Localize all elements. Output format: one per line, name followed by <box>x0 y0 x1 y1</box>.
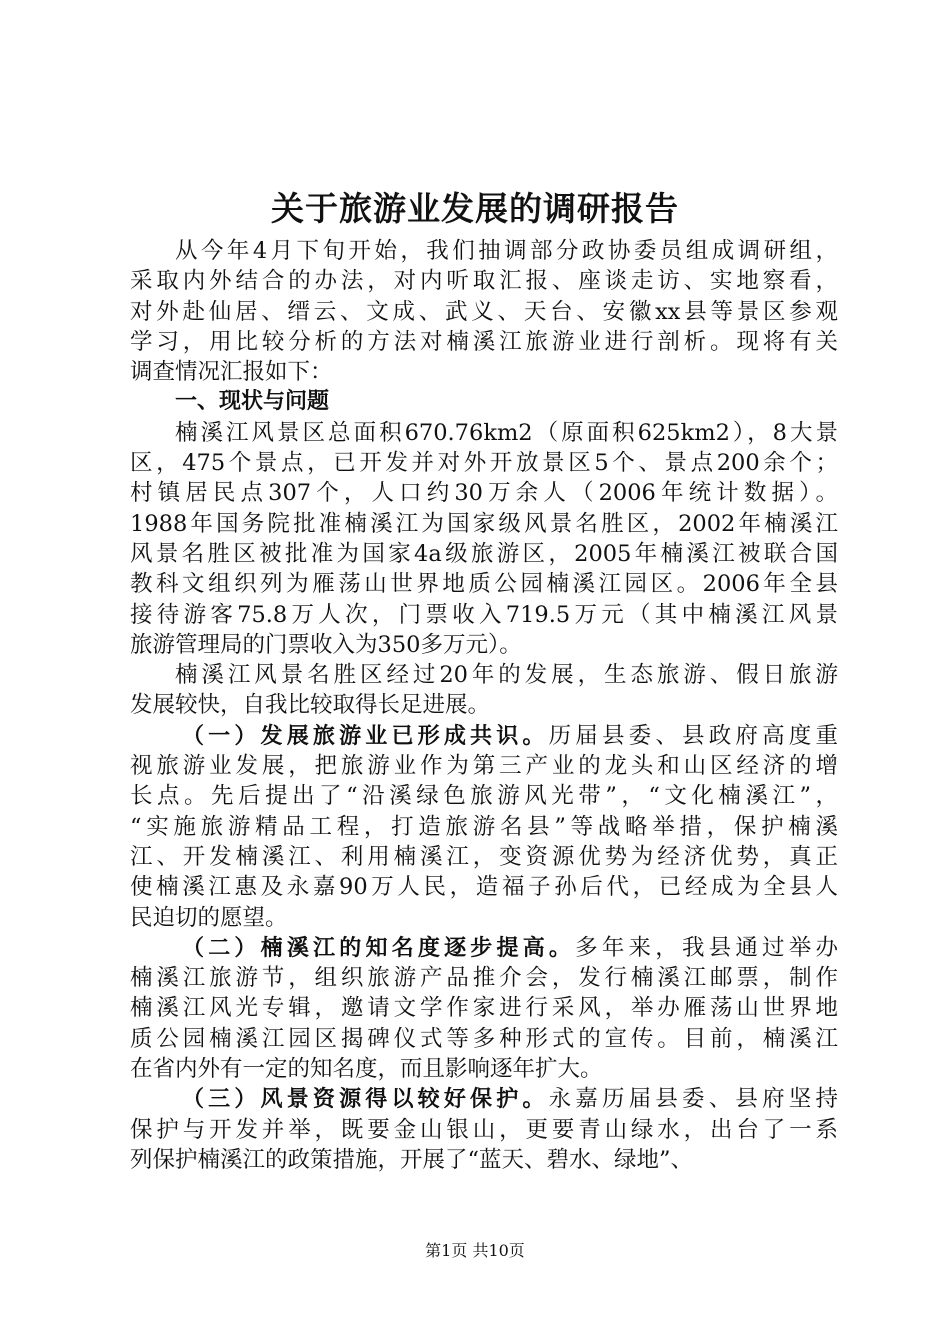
paragraph-line: 保护与开发并举，既要金山银山，更要青山绿水，出台了一系 <box>130 1116 838 1143</box>
paragraph-line: 1988年国务院批准楠溪江为国家级风景名胜区，2002年楠溪江 <box>130 510 838 537</box>
intro-line: 对外赴仙居、缙云、文成、武义、天台、安徽xx县等景区参观 <box>130 298 838 325</box>
paragraph-line: 列保护楠溪江的政策措施，开展了“蓝天、碧水、绿地”、 <box>130 1146 694 1173</box>
subsection-text: 多年来，我县通过举办 <box>575 934 838 961</box>
paragraph-line: 发展较快，自我比较取得长足进展。 <box>130 692 491 719</box>
paragraph-line: 区，475个景点，已开发并对外开放景区5个、景点200余个； <box>130 450 838 477</box>
document-title: 关于旅游业发展的调研报告 <box>271 189 679 228</box>
paragraph-line: 楠溪江风景名胜区经过20年的发展，生态旅游、假日旅游 <box>175 662 838 689</box>
paragraph-line: 旅游管理局的门票收入为350多万元）。 <box>130 631 522 658</box>
intro-line: 调查情况汇报如下： <box>130 359 333 386</box>
section-heading: 一、现状与问题 <box>175 389 330 415</box>
intro-line: 从今年4月下旬开始，我们抽调部分政协委员组成调研组， <box>175 238 838 264</box>
paragraph-line: 教科文组织列为雁荡山世界地质公园楠溪江园区。2006年全县 <box>130 571 838 598</box>
paragraph-line: 视旅游业发展，把旅游业作为第三产业的龙头和山区经济的增 <box>130 753 838 780</box>
paragraph-line: “实施旅游精品工程，打造旅游名县”等战略举措，保护楠溪 <box>130 813 838 840</box>
paragraph-line: 长点。先后提出了“沿溪绿色旅游风光带”，“文化楠溪江”， <box>130 783 838 810</box>
paragraph-line: 接待游客75.8万人次，门票收入719.5万元（其中楠溪江风景 <box>130 601 838 628</box>
document-body <box>130 236 838 1175</box>
subsection-text: 历届县委、县政府高度重 <box>548 722 838 749</box>
paragraph-line: 楠溪江风光专辑，邀请文学作家进行采风，举办雁荡山世界地 <box>130 995 838 1022</box>
subsection-first-line <box>130 1084 838 1114</box>
paragraph-line: 风景名胜区被批准为国家4a级旅游区，2005年楠溪江被联合国 <box>130 540 838 567</box>
paragraph-line: 质公园楠溪江园区揭碑仪式等多种形式的宣传。目前，楠溪江 <box>130 1025 838 1052</box>
intro-line: 采取内外结合的办法，对内听取汇报、座谈走访、实地察看， <box>130 268 838 295</box>
paragraph-line: 楠溪江风景区总面积670.76km2（原面积625km2），8大景 <box>175 419 838 446</box>
subsection-first-line <box>130 933 838 963</box>
paragraph-line: 在省内外有一定的知名度，而且影响逐年扩大。 <box>130 1056 603 1083</box>
paragraph-line: 江、开发楠溪江、利用楠溪江，变资源优势为经济优势，真正 <box>130 843 838 870</box>
subsection-first-line <box>130 721 838 751</box>
subsection-heading: （三）风景资源得以较好保护。 <box>182 1087 549 1113</box>
subsection-heading: （二）楠溪江的知名度逐步提高。 <box>182 935 576 961</box>
paragraph-line: 楠溪江旅游节，组织旅游产品推介会，发行楠溪江邮票，制作 <box>130 965 838 992</box>
intro-line: 学习，用比较分析的方法对楠溪江旅游业进行剖析。现将有关 <box>130 328 838 355</box>
paragraph-line: 村镇居民点307个，人口约30万余人（2006年统计数据）。 <box>130 480 838 507</box>
subsection-text: 永嘉历届县委、县府坚持 <box>548 1086 838 1113</box>
paragraph-line: 民迫切的愿望。 <box>130 904 288 931</box>
subsection-heading: （一）发展旅游业已形成共识。 <box>182 723 549 749</box>
page-footer: 第1页 共10页 <box>425 1241 525 1260</box>
paragraph-line: 使楠溪江惠及永嘉90万人民，造福子孙后代，已经成为全县人 <box>130 874 838 901</box>
